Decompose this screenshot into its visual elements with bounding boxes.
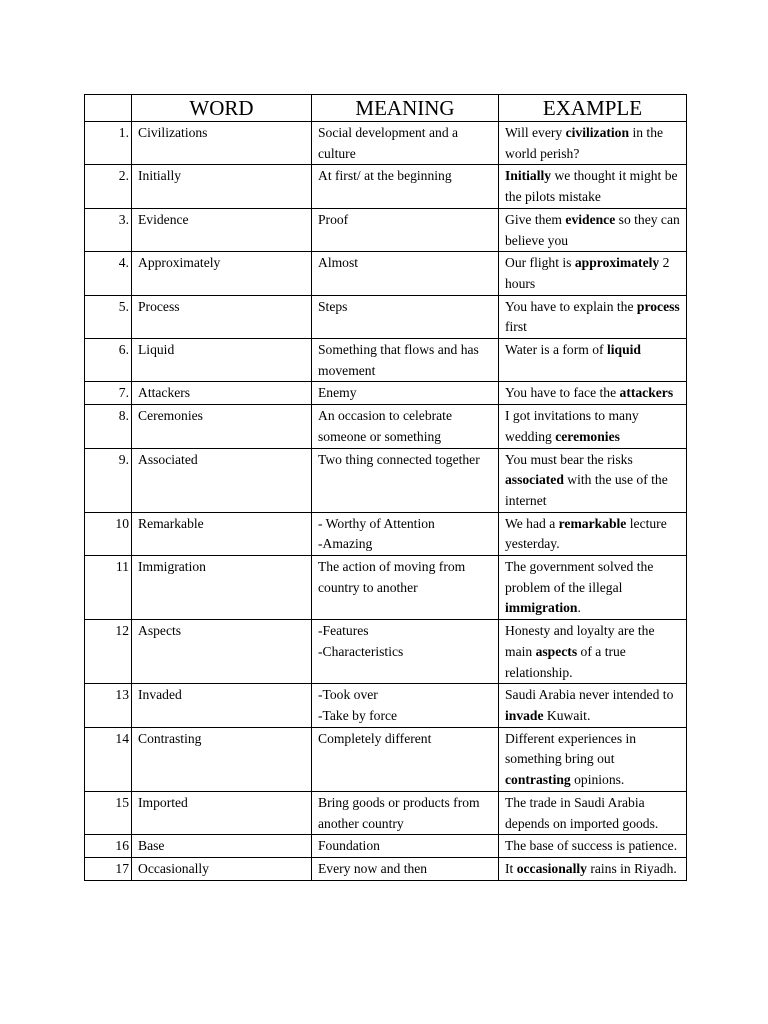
word-cell: Imported [132, 791, 312, 834]
table-row [85, 512, 687, 555]
meaning-line: -Characteristics [318, 643, 404, 659]
example-text: Saudi Arabia never intended to [505, 687, 674, 703]
table-row [85, 252, 687, 295]
example-keyword: occasionally [516, 860, 587, 876]
example-text: 2 hours [505, 255, 670, 291]
meaning-cell [312, 382, 499, 405]
example-text: so they can believe you [505, 211, 680, 248]
word-cell: Occasionally [132, 857, 312, 880]
row-number: 15 [85, 791, 132, 834]
word-cell: Immigration [132, 556, 312, 620]
row-number: 10 [85, 512, 132, 555]
table-row [85, 448, 687, 512]
word-cell: Associated [132, 448, 312, 512]
example-keyword: evidence [565, 211, 616, 227]
example-text: Kuwait. [543, 707, 591, 723]
meaning-line: Bring goods or products from another country [318, 794, 480, 831]
word-cell: Approximately [132, 252, 312, 295]
meaning-line: An occasion to celebrate someone or something [318, 408, 452, 444]
example-text: lecture yesterday. [505, 515, 667, 552]
example-keyword: remarkable [558, 515, 627, 531]
example-cell [499, 339, 687, 382]
table-row [85, 208, 687, 251]
example-cell [499, 382, 687, 405]
row-number: 5. [85, 295, 132, 338]
word-cell: Process [132, 295, 312, 338]
meaning-cell [312, 835, 499, 858]
example-cell [499, 857, 687, 880]
word-cell: Initially [132, 165, 312, 208]
example-keyword: attackers [619, 385, 674, 401]
example-keyword: ceremonies [555, 428, 620, 444]
word-cell: Ceremonies [132, 405, 312, 448]
example-text: You have to explain the [505, 298, 637, 314]
table-row [85, 405, 687, 448]
example-text: Will every [505, 125, 566, 140]
example-cell [499, 727, 687, 791]
table-row [85, 835, 687, 858]
example-keyword: process [636, 298, 680, 314]
example-cell [499, 295, 687, 338]
example-text: opinions. [570, 772, 625, 788]
example-cell [499, 165, 687, 208]
meaning-cell [312, 295, 499, 338]
meaning-cell [312, 791, 499, 834]
header-meaning: MEANING [312, 95, 499, 122]
meaning-line: Something that flows and has movement [318, 342, 479, 378]
example-text: rains in Riyadh. [586, 860, 677, 876]
example-keyword: liquid [606, 342, 641, 358]
word-cell: Invaded [132, 684, 312, 727]
example-text: Water is a form of [505, 342, 607, 358]
word-cell: Evidence [132, 208, 312, 251]
table-row [85, 684, 687, 727]
example-text: of a true relationship. [505, 643, 626, 680]
example-keyword: aspects [535, 643, 578, 659]
meaning-cell [312, 448, 499, 512]
meaning-cell [312, 122, 499, 165]
row-number: 2. [85, 165, 132, 208]
meaning-cell [312, 208, 499, 251]
word-cell: Contrasting [132, 727, 312, 791]
word-cell: Liquid [132, 339, 312, 382]
row-number: 1. [85, 122, 132, 165]
table-row [85, 727, 687, 791]
example-keyword: approximately [574, 255, 660, 271]
example-keyword: associated [505, 472, 564, 488]
example-text: The base of success is patience. [505, 838, 678, 854]
meaning-cell [312, 339, 499, 382]
header-word: WORD [132, 95, 312, 122]
header-example: EXAMPLE [499, 95, 687, 122]
example-cell [499, 791, 687, 834]
example-text: Honesty and loyalty are the main [505, 623, 655, 659]
example-cell [499, 556, 687, 620]
word-cell: Base [132, 835, 312, 858]
example-cell [499, 512, 687, 555]
example-cell [499, 835, 687, 858]
example-keyword: immigration [505, 600, 578, 616]
example-text: You have to face the [505, 385, 620, 401]
row-number: 8. [85, 405, 132, 448]
example-text: We had a [505, 515, 559, 531]
example-cell [499, 684, 687, 727]
meaning-line: Two thing connected together [318, 451, 480, 467]
example-text: It [505, 860, 517, 876]
vocabulary-table [84, 94, 687, 881]
example-cell [499, 620, 687, 684]
example-text: with the use of the internet [505, 472, 668, 508]
meaning-cell [312, 556, 499, 620]
word-cell: Civilizations [132, 122, 312, 165]
row-number: 7. [85, 382, 132, 405]
meaning-line: Steps [318, 298, 348, 314]
example-keyword: invade [505, 707, 544, 723]
example-text: we thought it might be the pilots mistake [505, 168, 678, 205]
example-cell [499, 208, 687, 251]
meaning-line: At first/ at the beginning [318, 168, 452, 184]
meaning-line: -Amazing [318, 536, 373, 552]
row-number: 9. [85, 448, 132, 512]
example-cell [499, 405, 687, 448]
header-row [85, 95, 687, 122]
meaning-cell [312, 512, 499, 555]
row-number: 12 [85, 620, 132, 684]
example-text: in the world perish? [505, 125, 664, 161]
example-text: Give them [505, 211, 566, 227]
meaning-cell [312, 684, 499, 727]
meaning-line: -Take by force [318, 707, 398, 723]
example-keyword: Initially [505, 168, 552, 184]
row-number: 3. [85, 208, 132, 251]
example-text: You must bear the risks [505, 451, 633, 467]
example-text: . [577, 600, 581, 616]
meaning-line: Social development and a culture [318, 125, 459, 161]
table-row [85, 165, 687, 208]
row-number: 11 [85, 556, 132, 620]
meaning-line: -Features [318, 623, 369, 639]
table-row [85, 122, 687, 165]
meaning-line: - Worthy of Attention [318, 515, 435, 531]
header-number [85, 95, 132, 122]
example-keyword: contrasting [505, 772, 571, 788]
meaning-line: Every now and then [318, 860, 428, 876]
example-text: Our flight is [505, 255, 575, 271]
meaning-line: Completely different [318, 730, 432, 746]
meaning-cell [312, 620, 499, 684]
example-text: first [505, 319, 527, 335]
example-keyword: civilization [565, 125, 630, 140]
meaning-line: Proof [318, 211, 349, 227]
word-cell: Attackers [132, 382, 312, 405]
row-number: 13 [85, 684, 132, 727]
table-row [85, 857, 687, 880]
table-row [85, 339, 687, 382]
meaning-cell [312, 857, 499, 880]
example-text: I got invitations to many wedding [505, 408, 639, 444]
example-text: Different experiences in something bring out [505, 730, 637, 767]
meaning-cell [312, 165, 499, 208]
meaning-line: Foundation [318, 838, 380, 854]
meaning-cell [312, 405, 499, 448]
table-row [85, 620, 687, 684]
word-cell: Remarkable [132, 512, 312, 555]
row-number: 6. [85, 339, 132, 382]
example-text: The trade in Saudi Arabia depends on imported goods. [505, 794, 659, 831]
row-number: 16 [85, 835, 132, 858]
meaning-line: Almost [318, 255, 359, 271]
table-row [85, 791, 687, 834]
table-row [85, 556, 687, 620]
example-text: The government solved the problem of the illegal [505, 559, 654, 595]
meaning-line: Enemy [318, 385, 357, 401]
example-cell [499, 252, 687, 295]
table-row [85, 295, 687, 338]
meaning-line: -Took over [318, 687, 378, 703]
table-row [85, 382, 687, 405]
word-cell: Aspects [132, 620, 312, 684]
meaning-line: The action of moving from country to another [318, 559, 466, 595]
row-number: 4. [85, 252, 132, 295]
row-number: 14 [85, 727, 132, 791]
example-cell [499, 448, 687, 512]
meaning-cell [312, 252, 499, 295]
row-number: 17 [85, 857, 132, 880]
meaning-cell [312, 727, 499, 791]
table-body [85, 122, 687, 881]
example-cell [499, 122, 687, 165]
